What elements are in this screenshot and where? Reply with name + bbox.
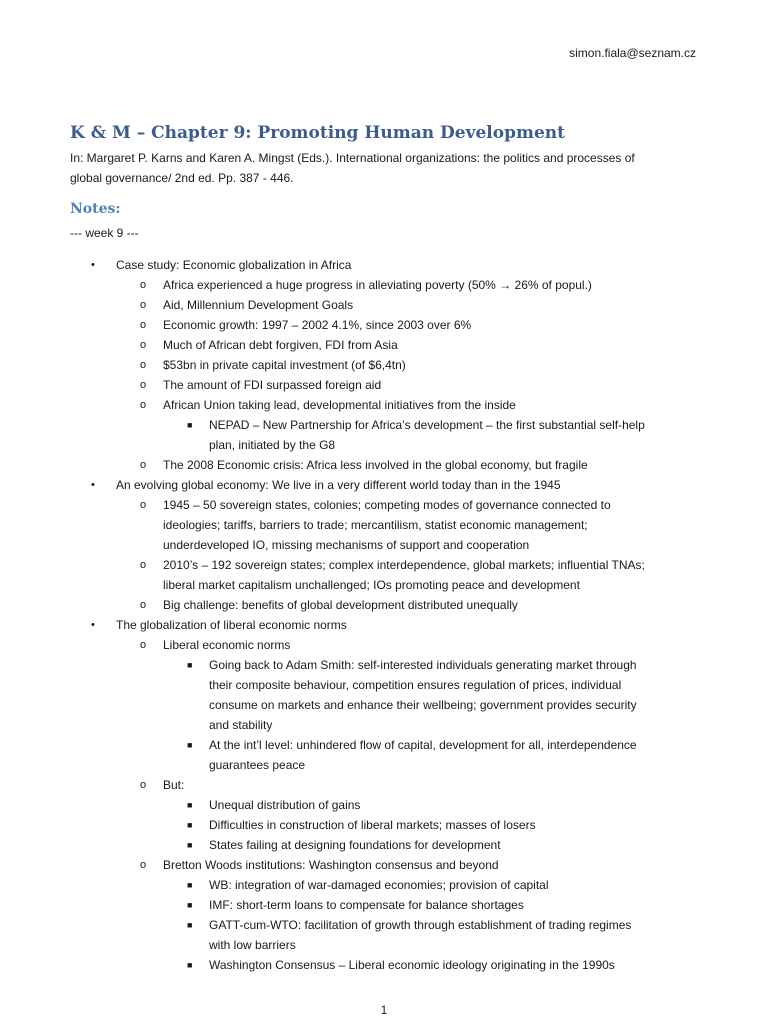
bullet-marker: o xyxy=(140,299,147,311)
outline-item-level3 xyxy=(0,795,768,815)
outline-text: States failing at designing foundations for development xyxy=(209,838,501,852)
outline-text: An evolving global economy: We live in a very different world today than in the 1945 xyxy=(116,478,561,492)
outline-text: African Union taking lead, developmental initiatives from the inside xyxy=(163,398,516,412)
bullet-marker: ■ xyxy=(187,900,193,910)
outline-text: liberal market capitalism unchallenged; IOs promoting peace and development xyxy=(163,578,580,592)
outline-text: underdeveloped IO, missing mechanisms of support and cooperation xyxy=(163,538,530,552)
outline-item-level2 xyxy=(0,375,768,395)
outline-text: and stability xyxy=(209,718,273,732)
outline-item-level2 xyxy=(0,595,768,615)
outline-item-level2 xyxy=(0,555,768,575)
outline-text: The 2008 Economic crisis: Africa less involved in the global economy, but fragile xyxy=(163,458,588,472)
bullet-marker: o xyxy=(140,859,147,871)
outline-text: Big challenge: benefits of global development distributed unequally xyxy=(163,598,518,612)
outline-item-level3 xyxy=(0,415,768,435)
outline-item-level2 xyxy=(0,355,768,375)
outline-text: Unequal distribution of gains xyxy=(209,798,361,812)
bullet-marker: ■ xyxy=(187,920,193,930)
outline-item-level2 xyxy=(0,855,768,875)
outline-text: NEPAD – New Partnership for Africa’s development – the first substantial self-help xyxy=(209,418,645,432)
outline-item-level2 xyxy=(0,575,768,595)
bullet-marker: ■ xyxy=(187,960,193,970)
outline-text: But: xyxy=(163,778,185,792)
outline-item-level3 xyxy=(0,895,768,915)
bullet-marker: ■ xyxy=(187,740,193,750)
outline-item-level1 xyxy=(0,475,768,495)
page-number: 1 xyxy=(380,1003,388,1017)
bullet-marker: o xyxy=(140,779,147,791)
bullet-marker: o xyxy=(140,379,147,391)
outline-item-level1 xyxy=(0,615,768,635)
bullet-marker: o xyxy=(140,279,147,291)
outline-item-level3 xyxy=(0,735,768,755)
outline-text: guarantees peace xyxy=(209,758,306,772)
outline-item-level2 xyxy=(0,335,768,355)
outline-text: $53bn in private capital investment (of $6,4tn) xyxy=(163,358,406,372)
outline-item-level3 xyxy=(0,695,768,715)
outline-item-level2 xyxy=(0,275,768,295)
outline-item-level3 xyxy=(0,715,768,735)
bullet-marker: o xyxy=(140,399,147,411)
outline-item-level3 xyxy=(0,815,768,835)
outline-text: GATT-cum-WTO: facilitation of growth through establishment of trading regimes xyxy=(209,918,632,932)
outline-text: Much of African debt forgiven, FDI from Asia xyxy=(163,338,398,352)
outline-text: Economic growth: 1997 – 2002 4.1%, since 2003 over 6% xyxy=(163,318,472,332)
outline-item-level2 xyxy=(0,535,768,555)
outline-item-level2 xyxy=(0,295,768,315)
outline-item-level3 xyxy=(0,435,768,455)
outline-item-level2 xyxy=(0,455,768,475)
bullet-marker: • xyxy=(91,259,95,271)
outline-text: WB: integration of war-damaged economies; provision of capital xyxy=(209,878,549,892)
outline-item-level3 xyxy=(0,755,768,775)
bullet-marker: ■ xyxy=(187,820,193,830)
outline-text: The globalization of liberal economic norms xyxy=(116,618,347,632)
outline-text: Case study: Economic globalization in Africa xyxy=(116,258,352,272)
outline-text: Washington Consensus – Liberal economic ideology originating in the 1990s xyxy=(209,958,615,972)
outline-item-level2 xyxy=(0,315,768,335)
outline-text: 1945 – 50 sovereign states, colonies; competing modes of governance connected to xyxy=(163,498,611,512)
author-email: simon.fiala@seznam.cz xyxy=(569,46,696,60)
outline-text: their composite behaviour, competition ensures regulation of prices, individual xyxy=(209,678,622,692)
bullet-marker: ■ xyxy=(187,840,193,850)
outline-text: Aid, Millennium Development Goals xyxy=(163,298,354,312)
outline-item-level1 xyxy=(0,255,768,275)
outline-text: Difficulties in construction of liberal markets; masses of losers xyxy=(209,818,536,832)
outline-text: Going back to Adam Smith: self-interested individuals generating market through xyxy=(209,658,637,672)
bullet-marker: • xyxy=(91,619,95,631)
bullet-marker: ■ xyxy=(187,420,193,430)
outline-text: ideologies; tariffs, barriers to trade; mercantilism, statist economic management; xyxy=(163,518,588,532)
notes-outline xyxy=(0,255,768,975)
outline-text: Liberal economic norms xyxy=(163,638,291,652)
outline-item-level3 xyxy=(0,655,768,675)
outline-item-level2 xyxy=(0,495,768,515)
outline-text: consume on markets and enhance their wellbeing; government provides security xyxy=(209,698,637,712)
outline-text: Bretton Woods institutions: Washington consensus and beyond xyxy=(163,858,499,872)
outline-item-level2 xyxy=(0,395,768,415)
bullet-marker: o xyxy=(140,559,147,571)
outline-item-level3 xyxy=(0,835,768,855)
outline-text: At the int’l level: unhindered flow of capital, development for all, interdependence xyxy=(209,738,637,752)
outline-item-level3 xyxy=(0,875,768,895)
bullet-marker: o xyxy=(140,639,147,651)
document-title: K & M – Chapter 9: Promoting Human Development xyxy=(70,123,566,143)
outline-item-level2 xyxy=(0,635,768,655)
outline-text: The amount of FDI surpassed foreign aid xyxy=(163,378,382,392)
bullet-marker: ■ xyxy=(187,800,193,810)
outline-item-level3 xyxy=(0,935,768,955)
bullet-marker: o xyxy=(140,319,147,331)
week-label: --- week 9 --- xyxy=(70,226,139,240)
outline-text: IMF: short-term loans to compensate for balance shortages xyxy=(209,898,524,912)
outline-text: with low barriers xyxy=(209,938,296,952)
outline-item-level3 xyxy=(0,915,768,935)
bullet-marker: o xyxy=(140,459,147,471)
outline-text: plan, initiated by the G8 xyxy=(209,438,336,452)
outline-item-level3 xyxy=(0,675,768,695)
citation xyxy=(70,148,710,188)
notes-heading: Notes: xyxy=(70,201,121,217)
bullet-marker: o xyxy=(140,339,147,351)
outline-item-level2 xyxy=(0,515,768,535)
bullet-marker: • xyxy=(91,479,95,491)
bullet-marker: o xyxy=(140,499,147,511)
bullet-marker: ■ xyxy=(187,660,193,670)
bullet-marker: o xyxy=(140,599,147,611)
citation-line: global governance/ 2nd ed. Pp. 387 - 446. xyxy=(70,171,294,185)
outline-item-level3 xyxy=(0,955,768,975)
outline-item-level2 xyxy=(0,775,768,795)
outline-text: 2010’s – 192 sovereign states; complex interdependence, global markets; influential TNAs; xyxy=(163,558,645,572)
bullet-marker: ■ xyxy=(187,880,193,890)
bullet-marker: o xyxy=(140,359,147,371)
citation-line: In: Margaret P. Karns and Karen A. Mingst (Eds.). International organizations: the politics and processes of xyxy=(70,151,635,165)
outline-text: Africa experienced a huge progress in alleviating poverty (50% → 26% of popul.) xyxy=(163,278,592,292)
